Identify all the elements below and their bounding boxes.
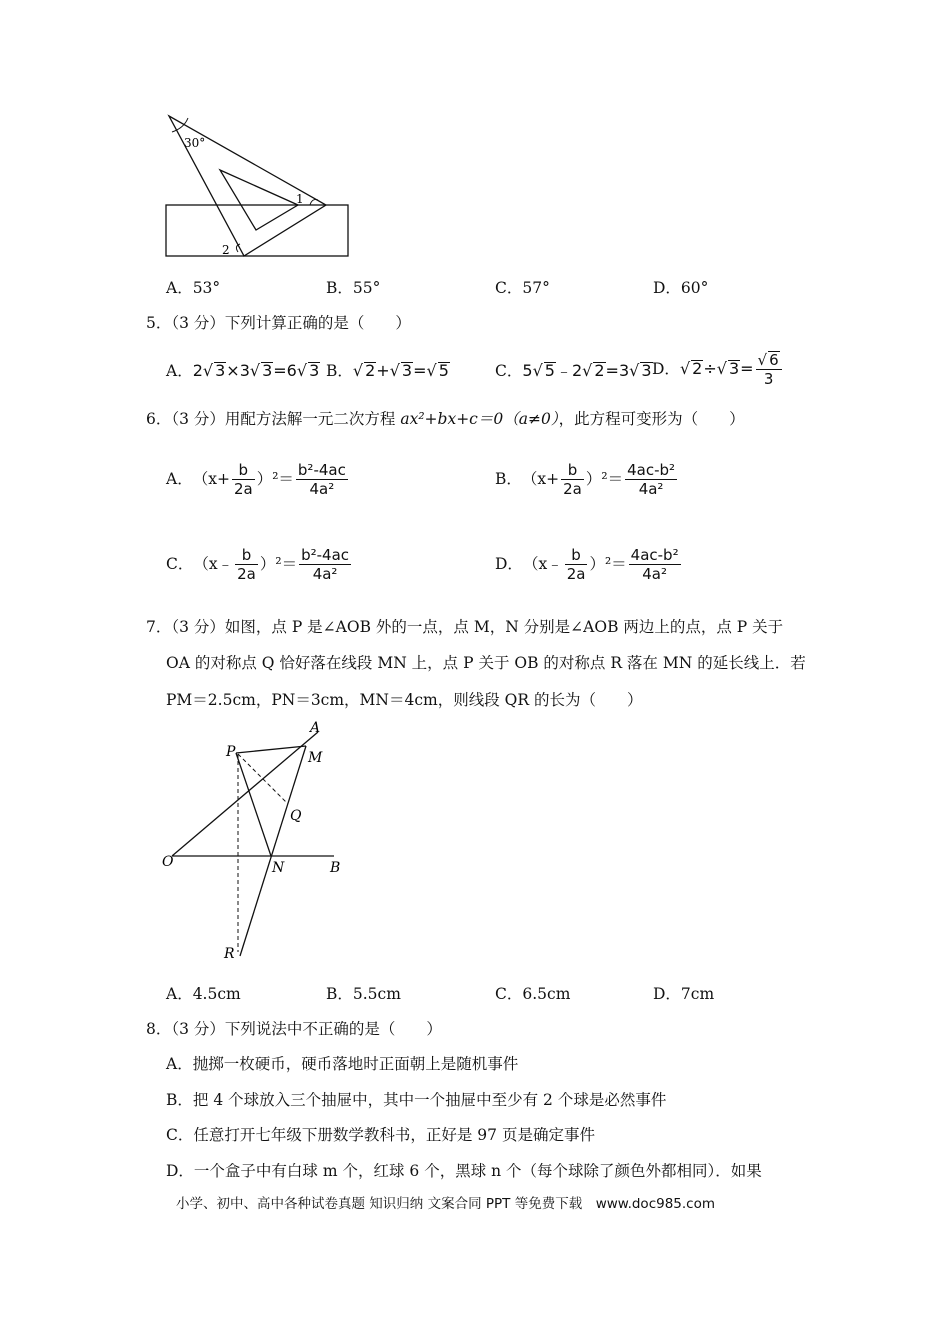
denominator: 4a² xyxy=(309,479,335,498)
option-prefix: D． xyxy=(495,555,523,573)
paren-open: （x﹣ xyxy=(522,555,563,573)
paren-close-squared: ）²＝ xyxy=(589,555,627,573)
radical-icon: √ xyxy=(532,361,543,380)
radical-icon: √ xyxy=(352,361,364,380)
radicand: 5 xyxy=(544,361,555,380)
radical-icon: √ xyxy=(249,361,261,380)
q4-option-a: A．53° xyxy=(166,279,221,297)
coef: 5 xyxy=(522,361,533,380)
operator: ÷ xyxy=(703,359,717,378)
option-prefix: C． xyxy=(495,362,523,380)
radicand: 3 xyxy=(262,361,273,380)
q6-option-b xyxy=(495,456,679,502)
numerator: 4ac-b² xyxy=(627,460,676,479)
radicand: 3 xyxy=(401,361,413,380)
label-r: R xyxy=(224,946,235,962)
fraction xyxy=(299,546,351,583)
fraction xyxy=(625,461,677,498)
q7-line-2: OA 的对称点 Q 恰好落在线段 MN 上，点 P 关于 OB 的对称点 R 落在 MN 的延长线上．若 xyxy=(166,654,806,672)
line-mr xyxy=(240,746,306,956)
q5-option-a xyxy=(166,361,320,381)
radical-icon: √ xyxy=(296,361,308,380)
q7-option-c: C．6.5cm xyxy=(495,985,571,1003)
q6-equation: ax²+bx+c＝0（a≠0） xyxy=(400,410,559,428)
denominator: 4a² xyxy=(642,564,667,583)
q7-option-d: D．7cm xyxy=(653,985,715,1003)
numerator: b xyxy=(235,546,258,565)
denominator: 2a xyxy=(237,564,256,583)
radicand: 2 xyxy=(692,359,703,378)
q6-option-a xyxy=(166,456,350,502)
paren-open: （x+ xyxy=(192,470,230,488)
denominator: 4a² xyxy=(638,479,664,498)
q6-option-d xyxy=(495,541,683,587)
fraction xyxy=(561,461,584,498)
numerator: 4ac-b² xyxy=(630,545,679,564)
q5-stem: 5．（3 分）下列计算正确的是（ ） xyxy=(146,314,411,332)
numerator: b xyxy=(561,461,584,480)
label-q: Q xyxy=(290,808,302,824)
option-prefix: A． xyxy=(166,362,193,380)
radicand: 6 xyxy=(769,350,779,369)
segment-pn xyxy=(236,753,271,856)
label-o: O xyxy=(162,854,174,870)
q5-option-c xyxy=(495,361,653,381)
numerator: b xyxy=(232,461,255,480)
q8-option-a: A．抛掷一枚硬币，硬币落地时正面朝上是随机事件 xyxy=(166,1055,519,1073)
paren-close-squared: ）²＝ xyxy=(256,470,294,488)
operator: =6 xyxy=(273,361,297,380)
fraction xyxy=(756,351,782,388)
page-footer: 小学、初中、高中各种试卷真题 知识归纳 文案合同 PPT 等免费下载 www.doc985.com xyxy=(176,1196,716,1212)
ray-oa xyxy=(172,732,318,856)
operator: = xyxy=(413,361,427,380)
radicand: 3 xyxy=(728,359,740,378)
radical-icon: √ xyxy=(679,359,691,378)
q8-option-c: C．任意打开七年级下册数学教科书，正好是 97 页是确定事件 xyxy=(166,1126,595,1144)
denominator: 2a xyxy=(563,479,582,498)
fraction xyxy=(629,546,681,583)
q4-option-b: B．55° xyxy=(326,279,381,297)
q6-stem-pre: 6．（3 分）用配方法解一元二次方程 xyxy=(146,410,401,428)
radical-icon: √ xyxy=(582,361,593,380)
numerator: b²-4ac xyxy=(301,545,350,564)
option-prefix: C． xyxy=(166,555,194,573)
option-prefix: A． xyxy=(166,470,193,488)
numerator: b²-4ac xyxy=(297,460,346,479)
radicand: 3 xyxy=(215,361,226,380)
angle-reflection-figure xyxy=(158,716,358,966)
operator: + xyxy=(376,361,390,380)
radical-icon: √ xyxy=(629,361,640,380)
label-b: B xyxy=(330,860,341,876)
fraction xyxy=(565,546,588,583)
label-m: M xyxy=(308,750,323,766)
radical-icon: √ xyxy=(757,350,768,369)
q5-option-d xyxy=(652,346,784,392)
q7-line-3: PM＝2.5cm，PN＝3cm，MN＝4cm，则线段 QR 的长为（ ） xyxy=(166,691,643,709)
label-n: N xyxy=(272,860,285,876)
q8-stem: 8．（3 分）下列说法中不正确的是（ ） xyxy=(146,1020,442,1038)
denominator: 4a² xyxy=(312,564,338,583)
fraction xyxy=(235,546,258,583)
fraction xyxy=(296,461,348,498)
denominator: 2a xyxy=(566,564,586,583)
option-prefix: B． xyxy=(495,470,522,488)
triangle-ruler-figure xyxy=(160,112,360,262)
q7-line-1: 7．（3 分）如图，点 P 是∠AOB 外的一点，点 M，N 分别是∠AOB 两边上的点，点 P 关于 xyxy=(146,618,784,636)
q8-option-b: B．把 4 个球放入三个抽屉中，其中一个抽屉中至少有 2 个球是必然事件 xyxy=(166,1091,667,1109)
q8-option-d: D．一个盒子中有白球 m 个，红球 6 个，黑球 n 个（每个球除了颜色外都相同）．如果 xyxy=(166,1162,762,1180)
label-p: P xyxy=(226,744,236,760)
paren-close-squared: ）²＝ xyxy=(585,470,624,488)
radicand: 3 xyxy=(309,361,320,380)
option-prefix: B． xyxy=(326,362,353,380)
denominator: 2a xyxy=(233,479,253,498)
triangle-inner xyxy=(220,170,298,230)
q4-option-c: C．57° xyxy=(495,279,550,297)
coef: 2 xyxy=(192,361,203,380)
q5-option-b xyxy=(326,361,450,381)
radicand: 2 xyxy=(365,361,376,380)
q7-option-a: A．4.5cm xyxy=(166,985,241,1003)
label-a: A xyxy=(310,720,321,736)
radicand: 3 xyxy=(641,361,652,380)
paren-close-squared: ）²＝ xyxy=(259,555,298,573)
radical-icon: √ xyxy=(426,361,437,380)
radicand: 5 xyxy=(438,361,449,380)
fraction xyxy=(232,461,255,498)
operator: = xyxy=(740,359,754,378)
paren-open: （x﹣ xyxy=(193,555,234,573)
operator: =3 xyxy=(605,361,630,380)
radical-icon: √ xyxy=(389,361,400,380)
q7-option-b: B．5.5cm xyxy=(326,985,401,1003)
denominator: 3 xyxy=(763,369,774,388)
angle-label-1: 1 xyxy=(296,192,304,206)
numerator: b xyxy=(565,546,588,565)
radical-icon: √ xyxy=(716,359,727,378)
radical-icon: √ xyxy=(202,361,214,380)
q4-option-d: D．60° xyxy=(653,279,709,297)
angle-label-2: 2 xyxy=(222,243,230,257)
radicand: 2 xyxy=(594,361,605,380)
option-prefix: D． xyxy=(652,360,680,378)
q6-stem-post: ，此方程可变形为（ ） xyxy=(558,410,745,428)
angle-label-30: 30° xyxy=(184,136,206,150)
operator: ×3 xyxy=(226,361,250,380)
paren-open: （x+ xyxy=(521,470,560,488)
q6-stem xyxy=(146,409,745,429)
q6-option-c xyxy=(166,541,353,587)
operator: ﹣2 xyxy=(555,361,583,380)
